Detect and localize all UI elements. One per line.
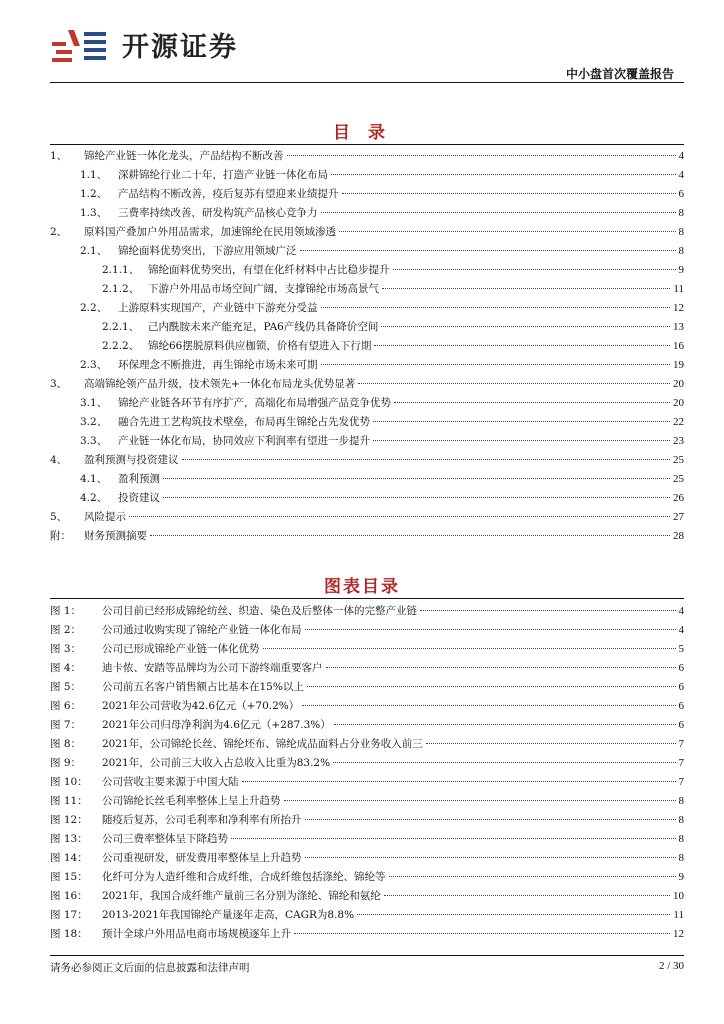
- toc-entry[interactable]: [50, 166, 684, 185]
- header-rule: [50, 82, 684, 83]
- entry-number: 图 13：: [50, 833, 88, 845]
- entry-title: 高端锦纶领产品升级，技术领先+一体化布局龙头优势显著: [84, 378, 356, 390]
- toc-entry[interactable]: [50, 204, 684, 223]
- logo-mark-icon: [50, 26, 112, 66]
- leader-dots: [300, 250, 676, 251]
- figure-entry[interactable]: [50, 773, 684, 792]
- toc-entry[interactable]: [50, 413, 684, 432]
- leader-dots: [357, 914, 670, 915]
- leader-dots: [326, 667, 676, 668]
- leader-dots: [129, 516, 670, 517]
- entry-page: 25: [673, 454, 684, 466]
- entry-number: 图 1：: [50, 605, 82, 617]
- entry-page: 12: [673, 928, 684, 940]
- entry-title: 2013-2021年我国锦纶产量逐年走高，CAGR为8.8%: [102, 909, 355, 921]
- entry-page: 4: [678, 605, 684, 617]
- leader-dots: [339, 231, 676, 232]
- entry-number: 4.1、: [80, 473, 108, 485]
- entry-number: 2.2.2、: [102, 340, 140, 352]
- entry-page: 20: [673, 378, 684, 390]
- entry-title: 2021年，公司前三大收入占总收入比重为83.2%: [102, 757, 331, 769]
- entry-page: 6: [678, 681, 684, 693]
- entry-number: 图 6：: [50, 700, 82, 712]
- entry-title: 产业链一体化布局，协同效应下利润率有望进一步提升: [118, 435, 370, 447]
- entry-page: 9: [678, 264, 684, 276]
- entry-page: 12: [673, 302, 684, 314]
- entry-number: 图 2：: [50, 624, 82, 636]
- entry-number: 图 12：: [50, 814, 88, 826]
- figure-entry[interactable]: [50, 640, 684, 659]
- entry-title: 盈利预测与投资建议: [84, 454, 179, 466]
- entry-page: 22: [673, 416, 684, 428]
- toc-entry[interactable]: [50, 527, 684, 546]
- entry-number: 附：: [50, 530, 71, 542]
- entry-title: 三费率持续改善，研发构筑产品核心竞争力: [118, 207, 318, 219]
- entry-number: 3.3、: [80, 435, 108, 447]
- brand-name: 开源证券: [122, 32, 238, 63]
- entry-number: 1.2、: [80, 188, 108, 200]
- entry-number: 2、: [50, 226, 68, 238]
- toc-entry[interactable]: [50, 299, 684, 318]
- leader-dots: [242, 781, 676, 782]
- entry-page: 19: [673, 359, 684, 371]
- leader-dots: [305, 819, 676, 820]
- entry-title: 公司前五名客户销售额占比基本在15%以上: [102, 681, 304, 693]
- page-number: 2 / 30: [658, 960, 684, 972]
- entry-number: 图 8：: [50, 738, 82, 750]
- figure-entry[interactable]: [50, 887, 684, 906]
- leader-dots: [321, 364, 671, 365]
- toc-entry[interactable]: [50, 489, 684, 508]
- entry-page: 10: [673, 890, 684, 902]
- toc-entry[interactable]: [50, 470, 684, 489]
- table-of-contents: [50, 147, 684, 546]
- entry-page: 6: [678, 662, 684, 674]
- leader-dots: [284, 800, 676, 801]
- entry-title: 锦纶面料优势突出，下游应用领域广泛: [118, 245, 297, 257]
- leader-dots: [342, 193, 676, 194]
- entry-page: 16: [673, 340, 684, 352]
- entry-title: 原料国产叠加户外用品需求，加速锦纶在民用领域渗透: [84, 226, 336, 238]
- entry-title: 公司重视研发，研发费用率整体呈上升趋势: [102, 852, 302, 864]
- footer-rule: [50, 955, 684, 956]
- entry-page: 5: [678, 643, 684, 655]
- figure-entry[interactable]: [50, 925, 684, 944]
- entry-title: 公司目前已经形成锦纶纺丝、织造、染色及后整体一体的完整产业链: [102, 605, 417, 617]
- entry-title: 随疫后复苏，公司毛利率和净利率有所抬升: [102, 814, 302, 826]
- figure-entry[interactable]: [50, 735, 684, 754]
- entry-title: 投资建议: [118, 492, 160, 504]
- figure-entry[interactable]: [50, 868, 684, 887]
- entry-title: 上游原料实现国产，产业链中下游充分受益: [118, 302, 318, 314]
- entry-page: 8: [678, 226, 684, 238]
- entry-page: 4: [678, 169, 684, 181]
- entry-page: 8: [678, 245, 684, 257]
- entry-number: 图 16：: [50, 890, 88, 902]
- footer-disclaimer: 请务必参阅正文后面的信息披露和法律声明: [50, 962, 250, 974]
- report-type: 中小盘首次覆盖报告: [565, 67, 674, 81]
- entry-title: 锦纶66摆脱原料供应枷锁，价格有望进入下行期: [148, 340, 372, 352]
- entry-page: 23: [673, 435, 684, 447]
- entry-title: 公司营收主要来源于中国大陆: [102, 776, 239, 788]
- leader-dots: [263, 648, 676, 649]
- figure-entry[interactable]: [50, 659, 684, 678]
- toc-entry[interactable]: [50, 432, 684, 451]
- figure-entry[interactable]: [50, 602, 684, 621]
- leader-dots: [231, 838, 676, 839]
- leader-dots: [393, 269, 676, 270]
- leader-dots: [420, 610, 676, 611]
- entry-title: 环保理念不断推进，再生锦纶市场未来可期: [118, 359, 318, 371]
- entry-number: 图 15：: [50, 871, 88, 883]
- toc-entry[interactable]: [50, 451, 684, 470]
- toc-entry[interactable]: [50, 318, 684, 337]
- leader-dots: [331, 174, 676, 175]
- entry-title: 2021年公司归母净利润为4.6亿元（+287.3%）: [102, 719, 331, 731]
- entry-title: 2021年公司营收为42.6亿元（+70.2%）: [102, 700, 300, 712]
- entry-number: 图 17：: [50, 909, 88, 921]
- entry-page: 8: [678, 814, 684, 826]
- entry-number: 2.1.2、: [102, 283, 140, 295]
- entry-page: 7: [678, 738, 684, 750]
- leader-dots: [373, 440, 670, 441]
- entry-page: 11: [673, 909, 684, 921]
- entry-title: 产品结构不断改善，疫后复苏有望迎来业绩提升: [118, 188, 339, 200]
- entry-number: 图 4：: [50, 662, 82, 674]
- entry-number: 5、: [50, 511, 68, 523]
- leader-dots: [305, 629, 676, 630]
- leader-dots: [163, 478, 670, 479]
- entry-title: 融合先进工艺构筑技术壁垒，布局再生锦纶占先发优势: [118, 416, 370, 428]
- leader-dots: [150, 535, 670, 536]
- leader-dots: [394, 402, 670, 403]
- figure-entry[interactable]: [50, 792, 684, 811]
- toc-entry[interactable]: [50, 508, 684, 527]
- entry-title: 深耕锦纶行业二十年，打造产业链一体化布局: [118, 169, 328, 181]
- entry-page: 9: [678, 871, 684, 883]
- entry-number: 1.1、: [80, 169, 108, 181]
- leader-dots: [163, 497, 670, 498]
- entry-number: 2.3、: [80, 359, 108, 371]
- entry-title: 2021年，公司锦纶长丝、锦纶坯布、锦纶成品面料占分业务收入前三: [102, 738, 423, 750]
- entry-number: 3、: [50, 378, 68, 390]
- figure-entry[interactable]: [50, 830, 684, 849]
- figures-title: 图表目录: [324, 577, 400, 597]
- figures-title-rule: [50, 598, 684, 599]
- figure-entry[interactable]: [50, 621, 684, 640]
- entry-title: 公司已形成锦纶产业链一体化优势: [102, 643, 260, 655]
- entry-number: 2.2、: [80, 302, 108, 314]
- figure-entry[interactable]: [50, 697, 684, 716]
- toc-entry[interactable]: [50, 394, 684, 413]
- leader-dots: [294, 933, 670, 934]
- leader-dots: [374, 345, 670, 346]
- toc-title: 目 录: [333, 123, 391, 143]
- entry-title: 锦纶产业链一体化龙头，产品结构不断改善: [84, 150, 284, 162]
- toc-entry[interactable]: [50, 337, 684, 356]
- entry-page: 11: [673, 283, 684, 295]
- entry-number: 图 3：: [50, 643, 82, 655]
- entry-number: 4.2、: [80, 492, 108, 504]
- figure-entry[interactable]: [50, 716, 684, 735]
- entry-title: 化纤可分为人造纤维和合成纤维，合成纤维包括涤纶、锦纶等: [102, 871, 386, 883]
- figure-entry[interactable]: [50, 811, 684, 830]
- figure-entry[interactable]: [50, 849, 684, 868]
- entry-page: 6: [678, 188, 684, 200]
- toc-entry[interactable]: [50, 261, 684, 280]
- toc-entry[interactable]: [50, 223, 684, 242]
- entry-number: 图 11：: [50, 795, 88, 807]
- figure-list: [50, 602, 684, 944]
- entry-page: 4: [678, 150, 684, 162]
- figure-entry[interactable]: [50, 906, 684, 925]
- entry-page: 7: [678, 757, 684, 769]
- leader-dots: [287, 155, 676, 156]
- entry-page: 20: [673, 397, 684, 409]
- entry-number: 3.2、: [80, 416, 108, 428]
- entry-title: 己内酰胺未来产能充足，PA6产线仍具备降价空间: [148, 321, 379, 333]
- leader-dots: [334, 724, 676, 725]
- leader-dots: [333, 762, 675, 763]
- entry-number: 图 9：: [50, 757, 82, 769]
- entry-page: 6: [678, 700, 684, 712]
- leader-dots: [373, 421, 670, 422]
- entry-number: 2.2.1、: [102, 321, 140, 333]
- leader-dots: [305, 857, 676, 858]
- entry-number: 图 14：: [50, 852, 88, 864]
- leader-dots: [382, 288, 670, 289]
- entry-page: 4: [678, 624, 684, 636]
- leader-dots: [358, 383, 670, 384]
- entry-title: 公司锦纶长丝毛利率整体上呈上升趋势: [102, 795, 281, 807]
- toc-entry[interactable]: [50, 375, 684, 394]
- entry-page: 13: [673, 321, 684, 333]
- entry-number: 2.1、: [80, 245, 108, 257]
- entry-title: 盈利预测: [118, 473, 160, 485]
- entry-title: 公司三费率整体呈下降趋势: [102, 833, 228, 845]
- entry-page: 8: [678, 795, 684, 807]
- entry-page: 25: [673, 473, 684, 485]
- entry-title: 2021年，我国合成纤维产量前三名分别为涤纶、锦纶和氨纶: [102, 890, 381, 902]
- leader-dots: [321, 212, 676, 213]
- entry-title: 锦纶产业链各环节有序扩产，高端化布局增强产品竞争优势: [118, 397, 391, 409]
- entry-title: 财务预测摘要: [84, 530, 147, 542]
- entry-number: 2.1.1、: [102, 264, 140, 276]
- figure-entry[interactable]: [50, 678, 684, 697]
- toc-entry[interactable]: [50, 185, 684, 204]
- entry-page: 28: [673, 530, 684, 542]
- entry-title: 下游户外用品市场空间广阔，支撑锦纶市场高景气: [148, 283, 379, 295]
- entry-number: 3.1、: [80, 397, 108, 409]
- entry-number: 图 5：: [50, 681, 82, 693]
- entry-number: 图 7：: [50, 719, 82, 731]
- leader-dots: [384, 895, 670, 896]
- brand-logo: [50, 22, 280, 66]
- entry-title: 公司通过收购实现了锦纶产业链一体化布局: [102, 624, 302, 636]
- leader-dots: [182, 459, 671, 460]
- leader-dots: [389, 876, 676, 877]
- toc-entry[interactable]: [50, 280, 684, 299]
- entry-title: 锦纶面料优势突出，有望在化纤材料中占比稳步提升: [148, 264, 390, 276]
- toc-title-rule: [50, 144, 684, 145]
- leader-dots: [381, 326, 670, 327]
- leader-dots: [302, 705, 675, 706]
- entry-number: 图 10：: [50, 776, 88, 788]
- toc-entry[interactable]: [50, 356, 684, 375]
- entry-page: 8: [678, 852, 684, 864]
- leader-dots: [426, 743, 676, 744]
- entry-number: 1.3、: [80, 207, 108, 219]
- entry-number: 1、: [50, 150, 68, 162]
- entry-page: 7: [678, 776, 684, 788]
- entry-number: 4、: [50, 454, 68, 466]
- figure-entry[interactable]: [50, 754, 684, 773]
- entry-page: 26: [673, 492, 684, 504]
- entry-title: 风险提示: [84, 511, 126, 523]
- leader-dots: [307, 686, 676, 687]
- toc-entry[interactable]: [50, 147, 684, 166]
- entry-number: 图 18：: [50, 928, 88, 940]
- toc-entry[interactable]: [50, 242, 684, 261]
- entry-page: 8: [678, 833, 684, 845]
- leader-dots: [321, 307, 671, 308]
- entry-title: 预计全球户外用品电商市场规模逐年上升: [102, 928, 291, 940]
- entry-title: 迪卡侬、安踏等品牌均为公司下游终端重要客户: [102, 662, 323, 674]
- entry-page: 27: [673, 511, 684, 523]
- entry-page: 8: [678, 207, 684, 219]
- entry-page: 6: [678, 719, 684, 731]
